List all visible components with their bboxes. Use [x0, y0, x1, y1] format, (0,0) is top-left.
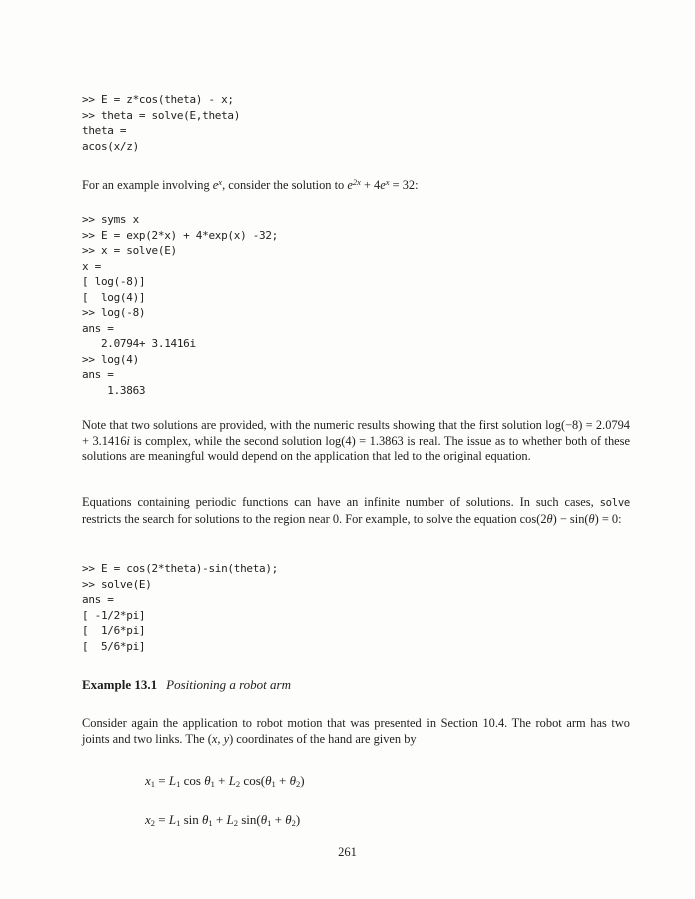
text-segment: θ [260, 812, 268, 827]
paragraph-periodic-functions [82, 495, 630, 527]
text-segment: θ [588, 511, 595, 526]
text-segment: , consider the solution to [222, 178, 348, 192]
text-segment: 1 [176, 779, 181, 789]
text-segment: ) = 0: [594, 511, 622, 526]
text-segment: 2 [235, 779, 241, 789]
text-segment: x [145, 773, 151, 788]
text-segment: L [168, 812, 177, 827]
text-segment: = [155, 812, 169, 827]
code-line: >> E = z*cos(theta) - x; [82, 93, 234, 106]
text-segment: 1 [271, 779, 276, 789]
example-title: Positioning a robot arm [166, 677, 291, 692]
code-line: theta = [82, 124, 127, 137]
text-segment: restricts the search for solutions to the region near 0. For example, to solve the equation cos(2 [82, 511, 547, 526]
text-segment: 2 [233, 818, 238, 828]
text-segment: x [385, 177, 390, 187]
page-number: 261 [338, 845, 357, 859]
text-segment: sin( [238, 812, 261, 827]
matlab-code-block-solve-theta [82, 92, 240, 154]
text-segment: x [218, 177, 223, 187]
text-segment: + [212, 812, 227, 827]
text-segment: is complex, while the second solution log(4) = 1.3863 is real. The issue as to whether both of these solutions are meaningful would depend on the application that led to the original equation. [82, 433, 630, 464]
code-line: >> syms x [82, 213, 139, 226]
matlab-code-block-exp-solve [82, 212, 278, 398]
text-segment: e [380, 178, 386, 192]
text-segment: + 4 [360, 178, 381, 192]
paragraph-exp-intro [82, 175, 642, 194]
paragraph-two-solutions-note [82, 418, 630, 465]
text-segment: θ [289, 773, 296, 788]
equation-x1 [145, 773, 305, 789]
code-line: ans = [82, 321, 114, 335]
text-segment: θ [202, 812, 209, 827]
text-segment: 2x [352, 177, 361, 187]
text-segment: e [347, 178, 353, 192]
code-line: ans = [82, 593, 114, 606]
text-segment: sin [180, 812, 203, 827]
text-segment: 1 [150, 779, 156, 789]
code-line: >> E = cos(2*theta)-sin(theta); [82, 562, 278, 575]
code-line: >> x = solve(E) [82, 244, 177, 257]
text-segment: x, y [211, 731, 230, 746]
code-line: >> theta = solve(E,theta) [82, 108, 241, 122]
code-line: [ log(4)] [82, 290, 146, 304]
text-segment: 1 [208, 818, 213, 828]
text-segment: + [275, 773, 290, 788]
text-segment: For an example involving [82, 178, 213, 192]
code-line: ans = [82, 368, 114, 381]
code-line: >> log(-8) [82, 306, 146, 319]
text-segment: Note that two solutions are provided, with the numeric results showing that the first solution log(−8) = 2.0794 + 3.1416 [82, 418, 630, 448]
code-line: 1.3863 [82, 383, 146, 397]
code-line: [ 5/6*pi] [82, 639, 146, 653]
text-segment: L [168, 773, 177, 788]
text-segment: ) − sin( [552, 511, 589, 526]
code-line: 2.0794+ 3.1416i [82, 337, 196, 350]
text-segment: solve [599, 497, 630, 509]
text-segment: cos [180, 773, 205, 788]
code-line: acos(x/z) [82, 139, 139, 153]
text-segment: ) [300, 773, 305, 788]
equation-x2 [145, 812, 300, 828]
text-segment: = [155, 773, 169, 788]
text-segment: 2 [291, 818, 296, 828]
text-segment: 2 [295, 779, 301, 789]
text-segment: L [226, 812, 234, 827]
example-number-label: Example 13.1 [82, 677, 158, 692]
paragraph-robot-arm-intro [82, 716, 630, 747]
text-segment: θ [265, 773, 272, 788]
text-segment: Consider again the application to robot motion that was presented in Section 10.4. The robot arm has two joints and two links. The ( [82, 716, 630, 746]
code-line: >> log(4) [82, 352, 139, 366]
text-segment: Equations containing periodic functions can have an infinite number of solutions. In such cases, [82, 495, 600, 509]
code-line: >> solve(E) [82, 577, 152, 591]
text-segment: ) [295, 812, 301, 827]
text-segment: 1 [267, 818, 272, 828]
example-heading [82, 677, 291, 693]
text-segment: + [271, 812, 286, 827]
code-line: [ log(-8)] [82, 275, 146, 288]
matlab-code-block-trig-solve [82, 561, 278, 654]
text-segment: + [214, 773, 229, 788]
code-line: >> E = exp(2*x) + 4*exp(x) -32; [82, 228, 278, 242]
text-segment: e [212, 178, 219, 192]
text-segment: 2 [150, 818, 156, 828]
text-segment: i [126, 433, 130, 448]
text-segment: cos( [240, 773, 266, 788]
text-segment: ) coordinates of the hand are given by [229, 731, 417, 746]
text-segment: θ [546, 511, 553, 526]
text-segment: θ [204, 773, 211, 788]
text-segment: 1 [210, 779, 215, 789]
code-line: x = [82, 259, 101, 273]
code-line: [ -1/2*pi] [82, 608, 146, 622]
text-segment: L [228, 773, 236, 788]
text-segment: 1 [176, 818, 181, 828]
text-segment: = 32: [389, 178, 419, 192]
code-line: [ 1/6*pi] [82, 624, 146, 637]
text-segment: x [145, 812, 151, 827]
text-segment: θ [285, 812, 292, 827]
